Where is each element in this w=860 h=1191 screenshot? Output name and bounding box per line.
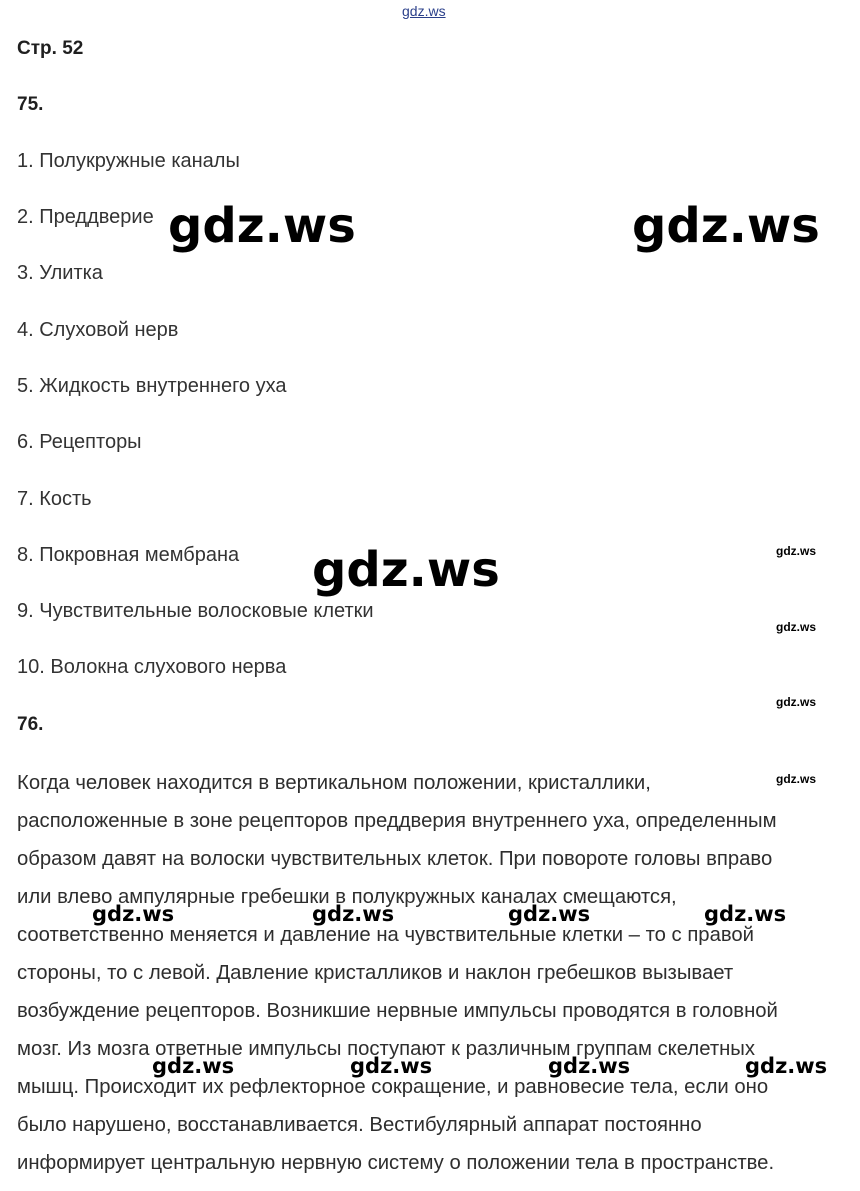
watermark-small: gdz.ws [776,544,817,558]
watermark-large: gdz.ws [632,198,820,254]
watermark-large: gdz.ws [168,198,356,254]
page-label: Стр. 52 [17,38,84,59]
watermark-medium: gdz.ws [350,1054,433,1078]
paragraph-line: мышц. Происходит их рефлекторное сокращение, и равновесие тела, если оно [17,1076,769,1098]
section-75-title: 75. [17,94,44,115]
watermark-medium: gdz.ws [745,1054,828,1078]
list-item: 5. Жидкость внутреннего уха [17,375,287,397]
paragraph-line: Когда человек находится в вертикальном положении, кристаллики, [17,772,651,794]
watermark-small: gdz.ws [776,695,817,709]
watermark-small: gdz.ws [776,772,817,786]
list-item: 3. Улитка [17,262,103,284]
paragraph-line: было нарушено, восстанавливается. Вестибулярный аппарат постоянно [17,1114,702,1136]
list-item: 6. Рецепторы [17,431,142,453]
list-item: 4. Слуховой нерв [17,319,179,341]
list-item: 8. Покровная мембрана [17,544,240,566]
paragraph-line: соответственно меняется и давление на чувствительные клетки – то с правой [17,924,755,946]
watermark-medium: gdz.ws [152,1054,235,1078]
paragraph-line: информирует центральную нервную систему о положении тела в пространстве. [17,1152,775,1174]
paragraph-line: возбуждение рецепторов. Возникшие нервные импульсы проводятся в головной [17,1000,778,1022]
list-item: 9. Чувствительные волосковые клетки [17,600,374,622]
watermark-medium: gdz.ws [92,902,175,926]
watermark-large: gdz.ws [312,542,500,598]
watermark-medium: gdz.ws [548,1054,631,1078]
paragraph-line: стороны, то с левой. Давление кристалликов и наклон гребешков вызывает [17,962,734,984]
section-76-paragraph [17,764,853,1182]
watermark-medium: gdz.ws [508,902,591,926]
watermark-top: gdz.ws [402,3,446,19]
paragraph-line: образом давят на волоски чувствительных клеток. При повороте головы вправо [17,848,773,870]
list-item: 7. Кость [17,488,92,510]
watermark-medium: gdz.ws [312,902,395,926]
list-item: 10. Волокна слухового нерва [17,656,287,678]
paragraph-line: расположенные в зоне рецепторов преддверия внутреннего уха, определенным [17,810,777,832]
paragraph-line: мозг. Из мозга ответные импульсы поступают к различным группам скелетных [17,1038,756,1060]
list-item: 1. Полукружные каналы [17,150,240,172]
watermark-small: gdz.ws [776,620,817,634]
list-item: 2. Преддверие [17,206,154,228]
section-76-title: 76. [17,714,44,735]
watermark-medium: gdz.ws [704,902,787,926]
paragraph-line: или влево ампулярные гребешки в полукружных каналах смещаются, [17,886,677,908]
